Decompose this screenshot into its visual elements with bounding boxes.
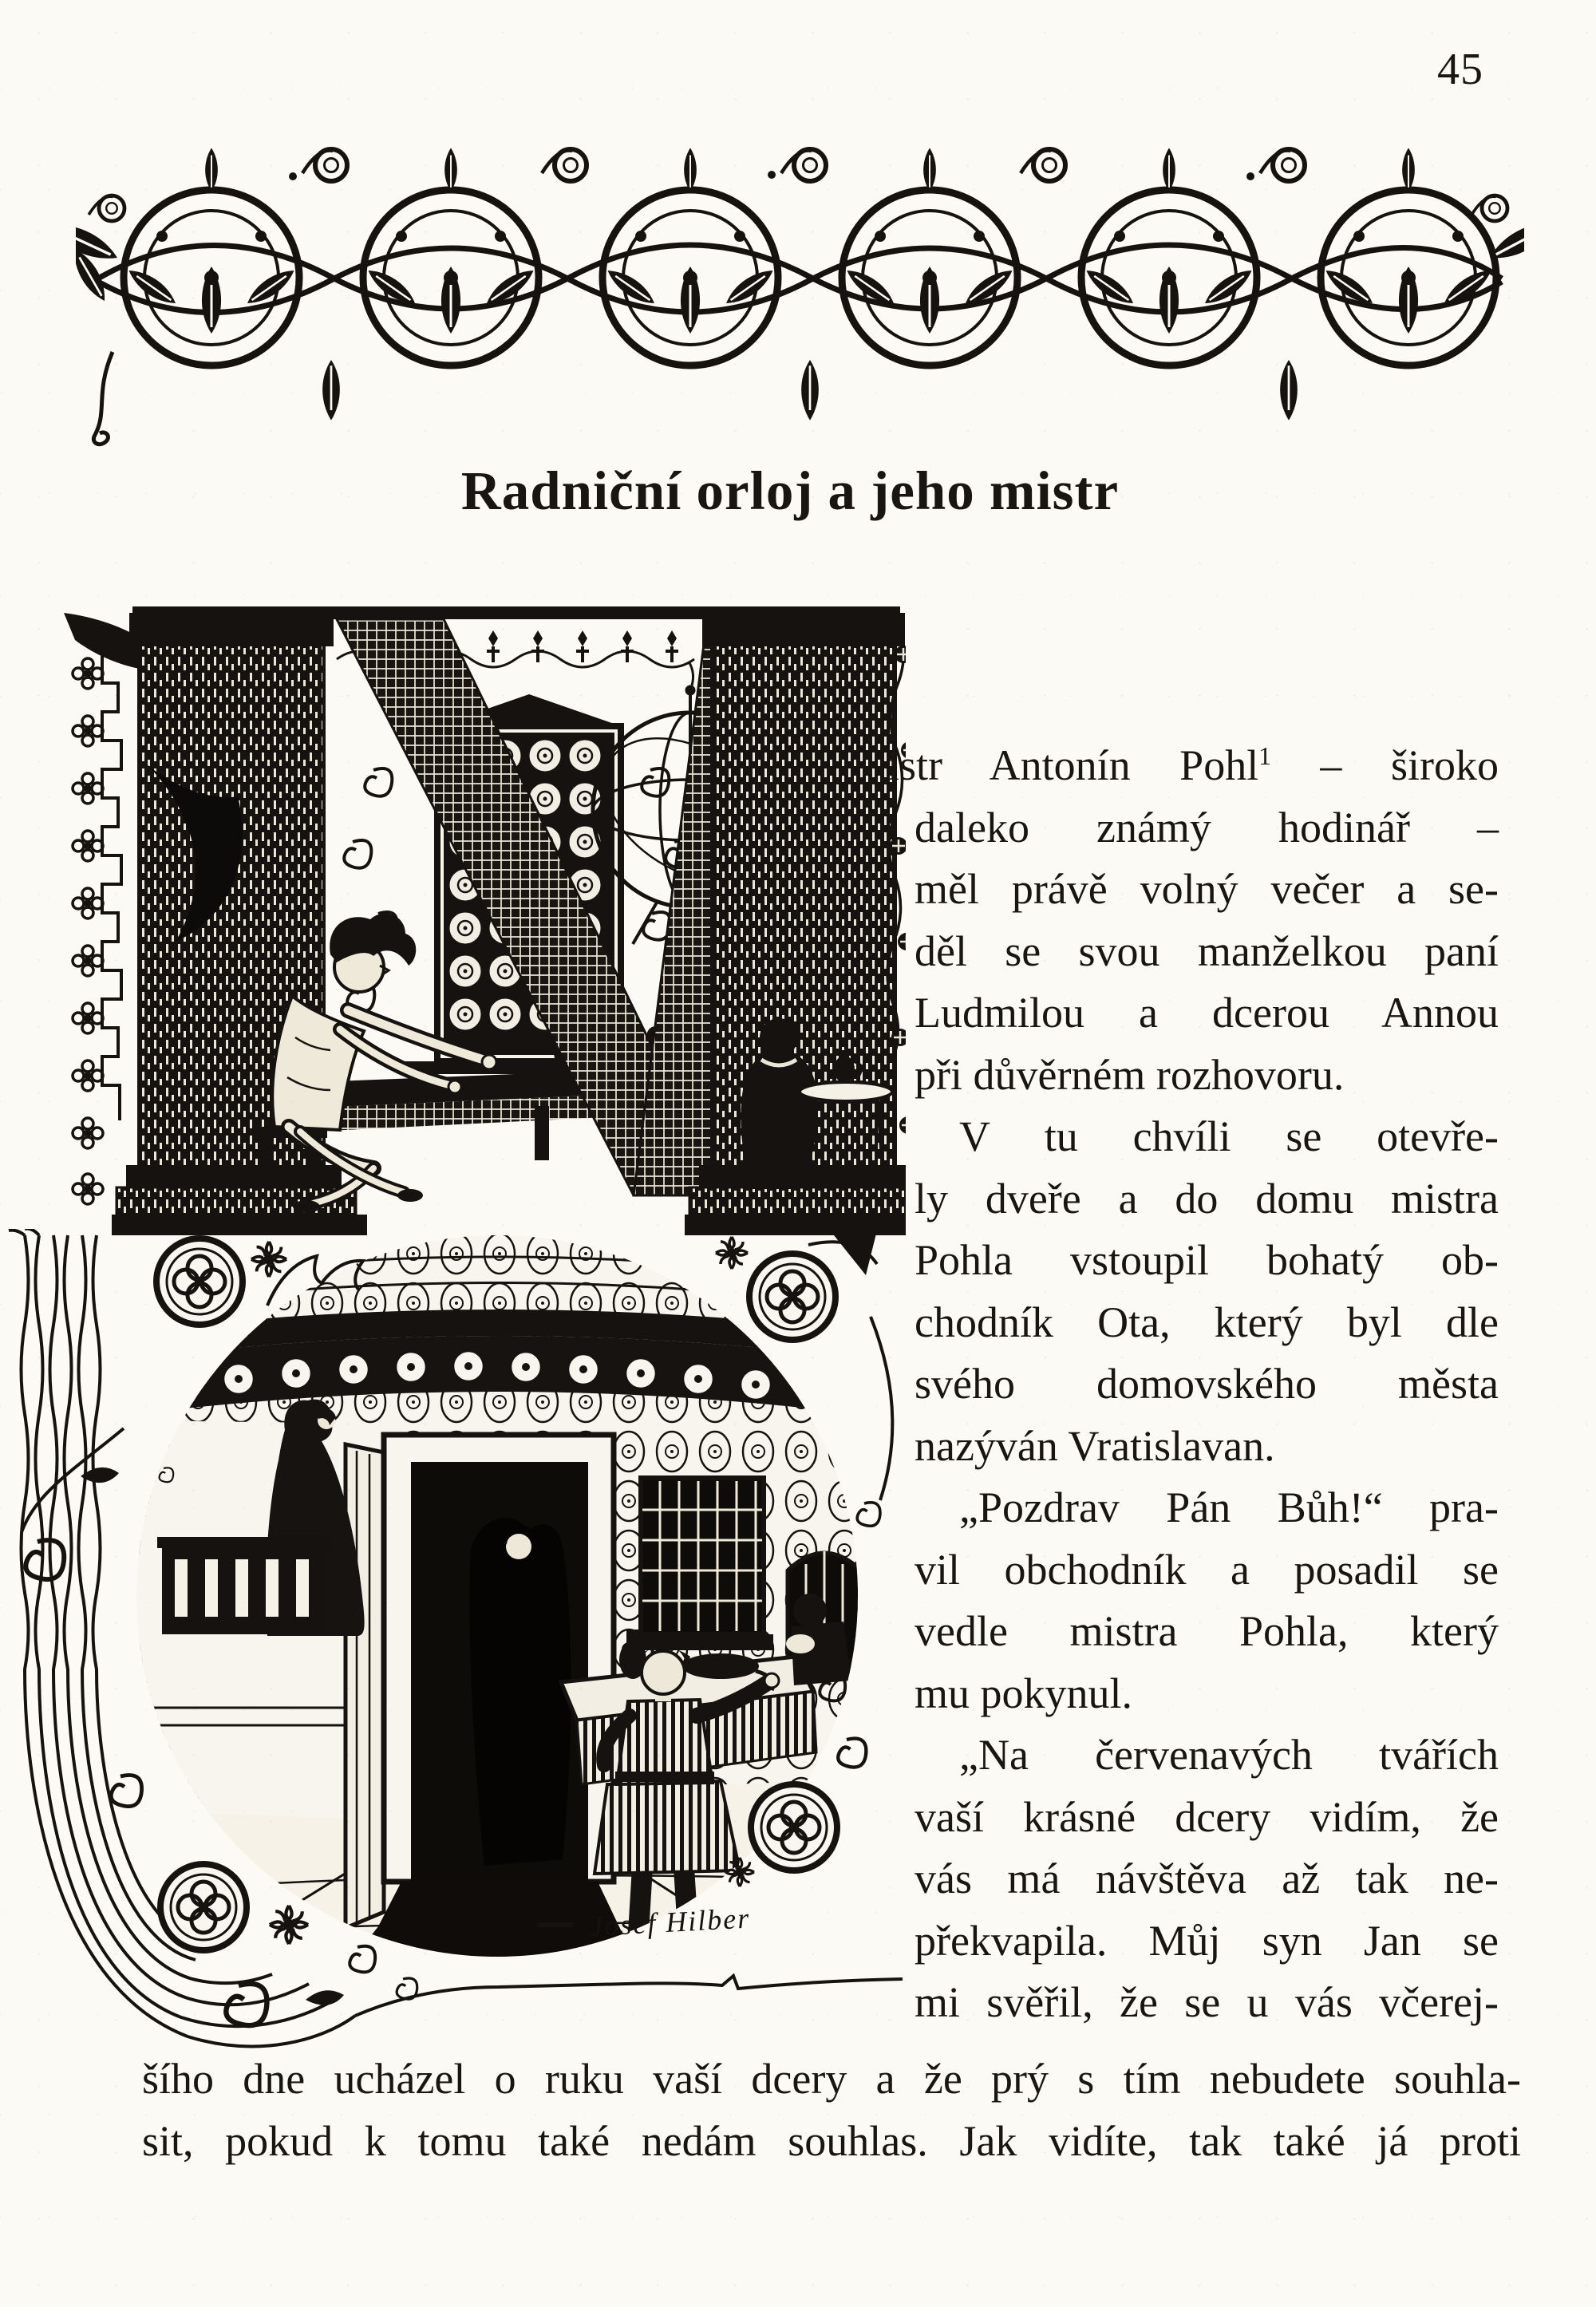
footnote-marker: 1 bbox=[1258, 742, 1271, 770]
initial-m-illustration bbox=[56, 606, 906, 1245]
text-line: vil obchodník a posadil se bbox=[915, 1545, 1499, 1594]
bottom-text-block bbox=[142, 2048, 1521, 2172]
text-line bbox=[887, 735, 1499, 797]
text-line: měl právě volný večer a se- bbox=[915, 865, 1499, 913]
text-line: „Pozdrav Pán Bůh!“ pra- bbox=[959, 1483, 1499, 1531]
interior-scene-illustration bbox=[4, 1229, 906, 2075]
text-line: V tu chvíli se otevře- bbox=[959, 1112, 1499, 1160]
lattice-window bbox=[631, 1478, 773, 1650]
letter-m-left-pillar bbox=[112, 613, 367, 1235]
text-line-start: istr Antonín Pohl bbox=[887, 741, 1259, 789]
text-line: daleko známý hodinář – bbox=[915, 803, 1499, 851]
text-line: ly dveře a do domu mistra bbox=[915, 1174, 1499, 1223]
robed-visitor-figure bbox=[470, 1518, 571, 1866]
left-vine-curls bbox=[22, 1428, 142, 1807]
text-line: nazýván Vratislavan. bbox=[915, 1421, 1275, 1470]
rosette-column bbox=[73, 658, 103, 1204]
vine-stems bbox=[98, 245, 1502, 313]
text-line: vás má návštěva až tak ne- bbox=[915, 1855, 1499, 1902]
text-line: svého domovského města bbox=[915, 1360, 1499, 1408]
text-line: překvapila. Můj syn Jan se bbox=[915, 1916, 1499, 1965]
text-column bbox=[887, 735, 1499, 2034]
text-line: děl se svou manželkou paní bbox=[915, 926, 1499, 975]
text-line: při důvěrném rozhovoru. bbox=[915, 1050, 1345, 1099]
vine-tail-flourish bbox=[93, 352, 113, 444]
interior-scene-icon bbox=[4, 1229, 906, 2075]
balustrade bbox=[157, 1537, 331, 1634]
text-line: chodník Ota, který byl dle bbox=[915, 1298, 1499, 1346]
page-title: Radniční orloj a jeho mistr bbox=[460, 460, 1120, 521]
text-line: Pohla vstoupil bohatý ob- bbox=[915, 1236, 1499, 1284]
header-ornament-illustration bbox=[76, 130, 1524, 449]
text-line: vedle mistra Pohla, který bbox=[915, 1607, 1499, 1655]
vine-band-icon bbox=[76, 130, 1524, 449]
text-line: „Na červenavých tvářích bbox=[959, 1731, 1499, 1779]
text-line-rest: – široko bbox=[1270, 741, 1499, 789]
drop-cap-m-icon bbox=[56, 606, 906, 1245]
text-line: šího dne ucházel o ruku vaší dcery a že prý s tím nebudete souhla- bbox=[142, 2055, 1521, 2103]
text-line: Ludmilou a dcerou Annou bbox=[915, 989, 1499, 1037]
text-line: sit, pokud k tomu také nedám souhlas. Jak vidíte, tak také já proti bbox=[142, 2116, 1521, 2165]
text-line: mi svěřil, že se u vás včerej- bbox=[915, 1978, 1499, 2026]
page-number: 45 bbox=[1437, 45, 1483, 94]
text-line: vaší krásné dcery vidím, že bbox=[915, 1792, 1499, 1841]
text-line: mu pokynul. bbox=[915, 1669, 1133, 1717]
illustrator-signature: Josef Hilber bbox=[589, 1902, 752, 1942]
vine-top-curls bbox=[89, 149, 1507, 221]
